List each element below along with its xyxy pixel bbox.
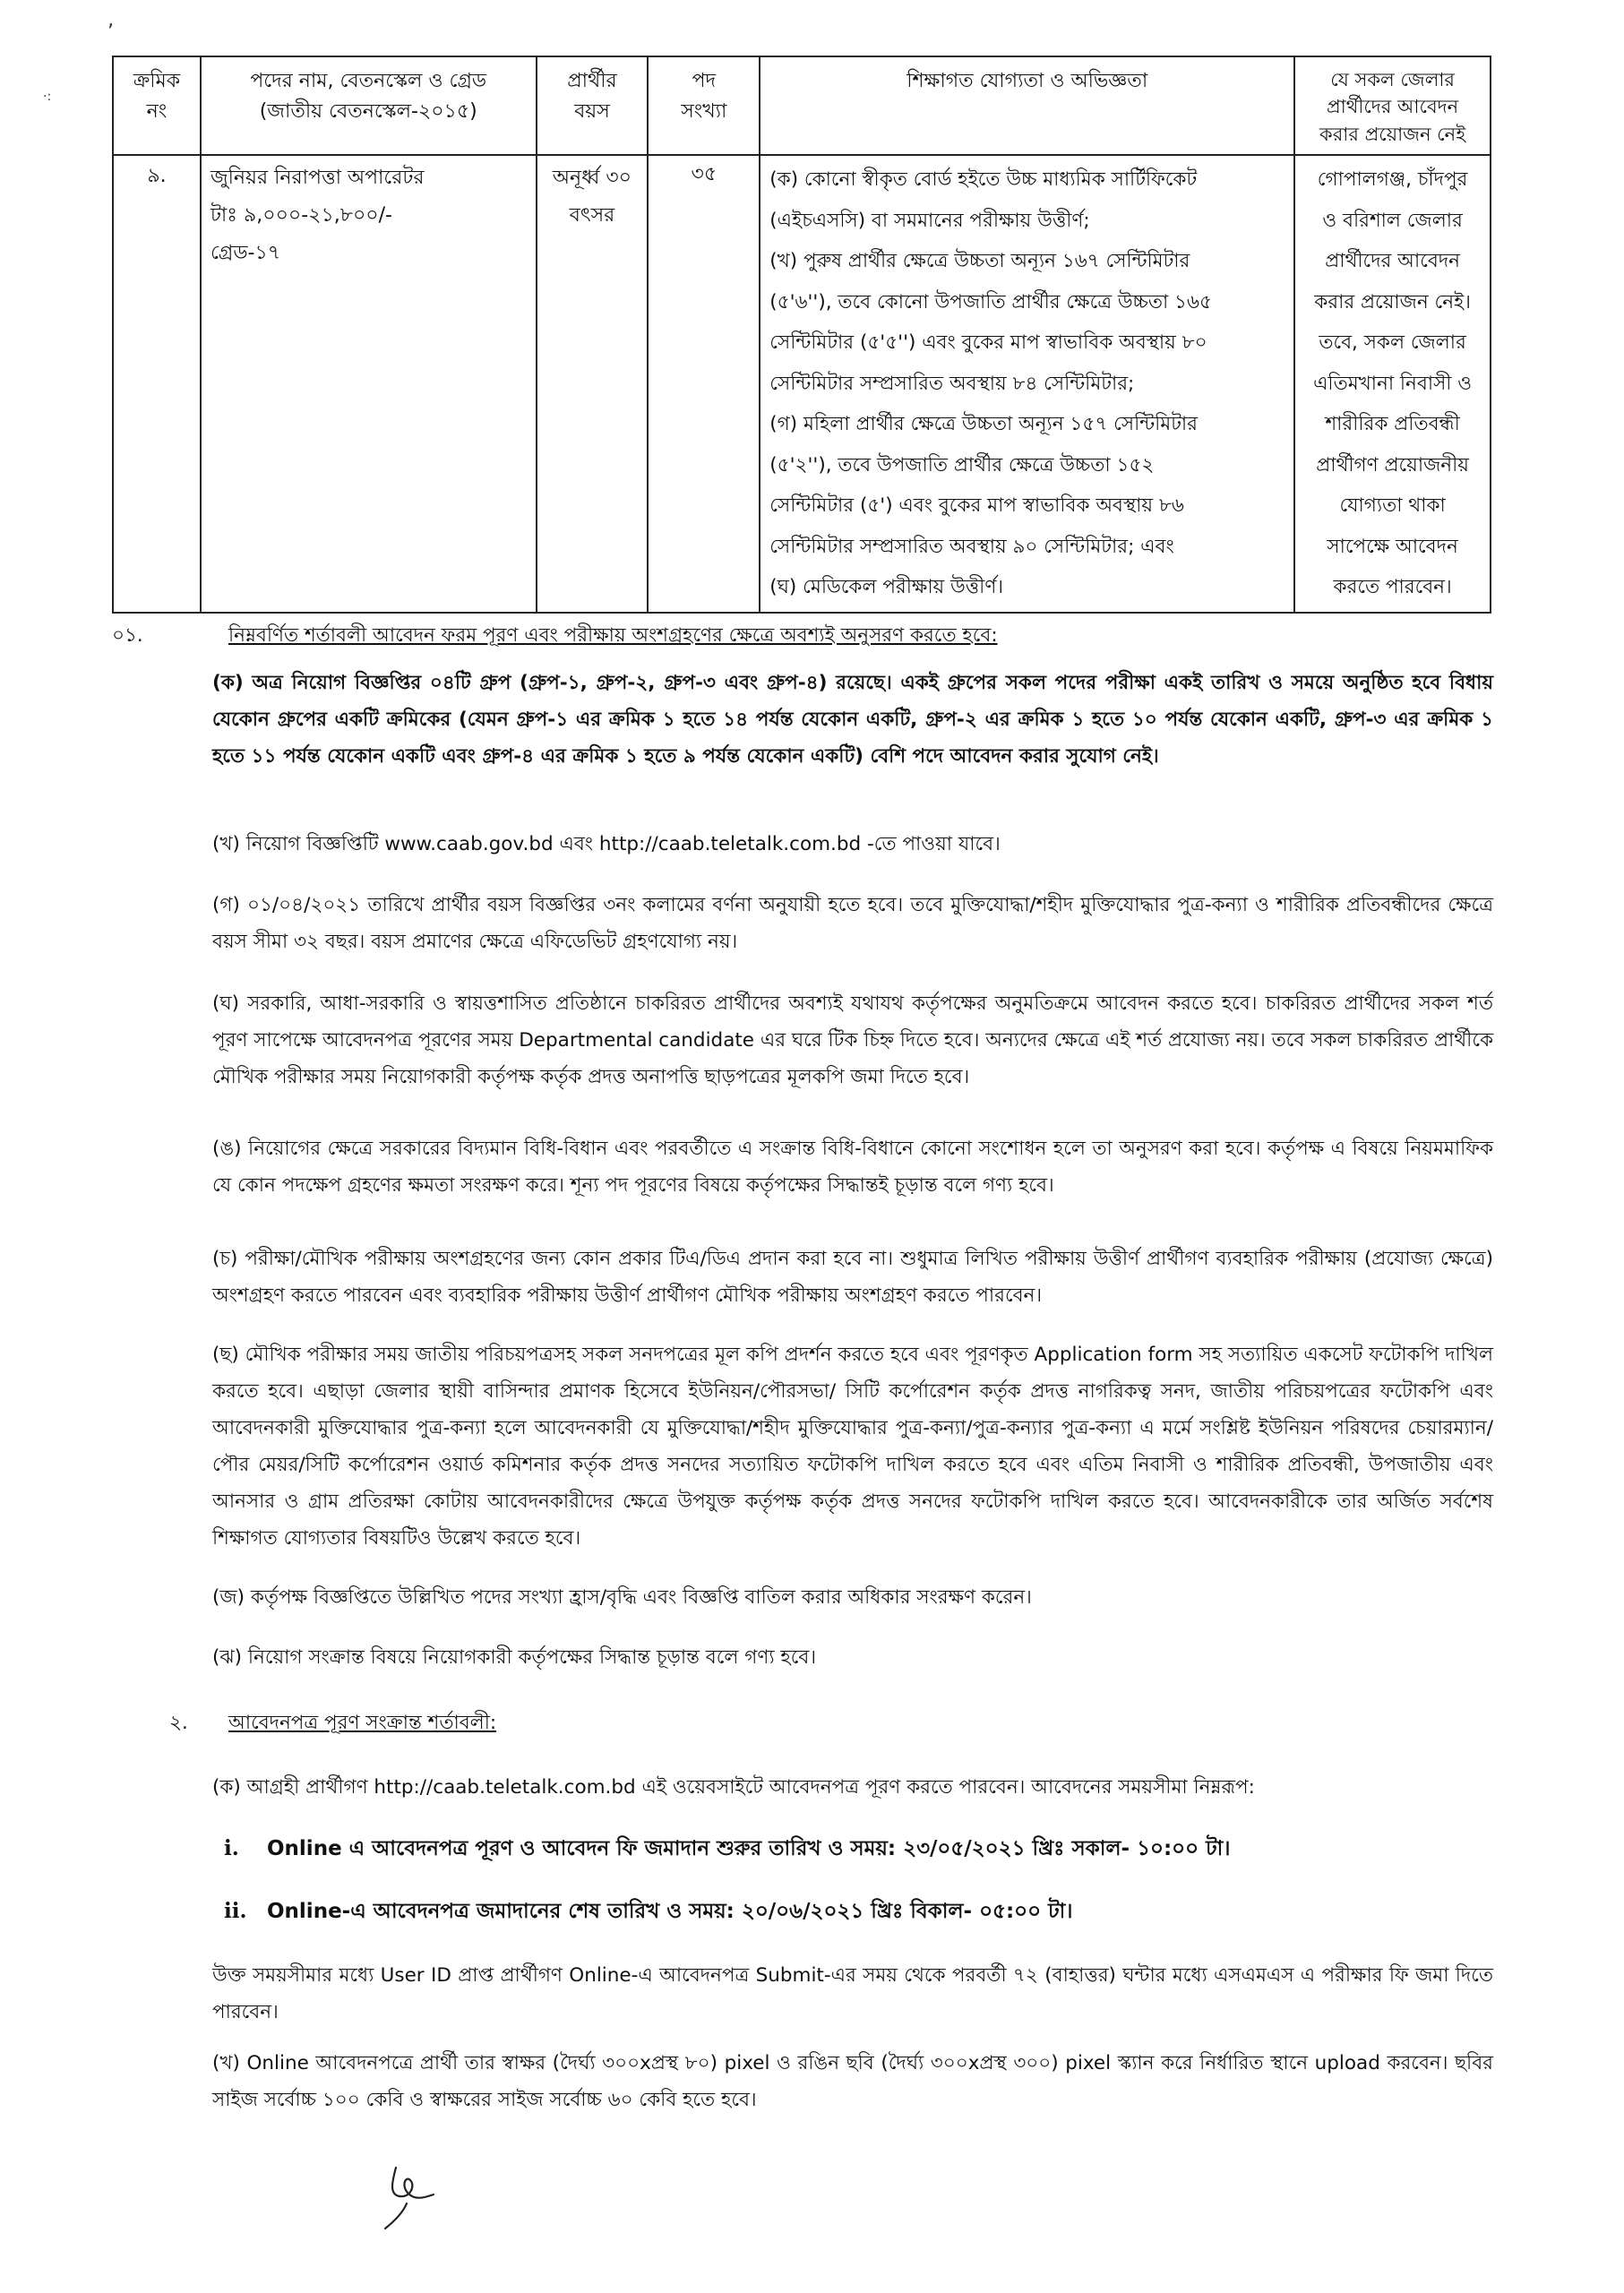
- cell-count: ৩৫: [648, 155, 760, 613]
- posts-table: [112, 56, 1491, 614]
- signature: [376, 2150, 466, 2230]
- margin-mark: ·:: [43, 90, 52, 104]
- cell-post: জুনিয়র নিরাপত্তা অপারেটর টাঃ ৯,০০০-২১,৮০০/- গ্রেড-১৭: [201, 155, 537, 613]
- section-heading: আবেদনপত্র পূরণ সংক্রান্ত শর্তাবলী:: [228, 1712, 497, 1734]
- schedule-item: ii. Online-এ আবেদনপত্র জমাদানের শেষ তারিখ ও সময়: ২০/০৬/২০২১ খ্রিঃ বিকাল- ০৫:০০ টা।: [224, 1899, 1073, 1923]
- clause-cha: (চ) পরীক্ষা/মৌখিক পরীক্ষায় অংশগ্রহণের জন্য কোন প্রকার টিএ/ডিএ প্রদান করা হবে না। শুধুমাত্র লিখিত পরীক্ষায় উত্তীর্ণ প্রার্থীগণ ব্যবহারিক পরীক্ষায় (প্রযোজ্য ক্ষেত্রে) অংশগ্রহণ করতে পারবেন এবং ব্যবহারিক পরীক্ষায় উত্তীর্ণ প্রার্থীগণ মৌখিক পরীক্ষায় অংশগ্রহণ করতে পারবেন।: [212, 1248, 1493, 1307]
- clause-kha: (খ) নিয়োগ বিজ্ঞপ্তিটি www.caab.gov.bd এবং http://caab.teletalk.com.bd -তে পাওয়া যাবে।: [212, 833, 1001, 855]
- table-header-row: [113, 56, 1491, 155]
- cell-serial: ৯.: [113, 155, 201, 613]
- section-number: ২.: [169, 1712, 188, 1734]
- header-qualification: শিক্ষাগত যোগ্যতা ও অভিজ্ঞতা: [760, 56, 1294, 155]
- cell-districts: গোপালগঞ্জ, চাঁদপুর ও বরিশাল জেলার প্রার্থীদের আবেদন করার প্রয়োজন নেই। তবে, সকল জেলার এতিমখানা নিবাসী ও শারীরিক প্রতিবন্ধী প্রার্থীগণ প্রয়োজনীয় যোগ্যতা থাকা সাপেক্ষে আবেদন করতে পারবেন।: [1294, 155, 1491, 613]
- schedule-item: i. Online এ আবেদনপত্র পূরণ ও আবেদন ফি জমাদান শুরুর তারিখ ও সময়: ২৩/০৫/২০২১ খ্রিঃ সকাল- ১০:০০ টা।: [224, 1836, 1231, 1860]
- header-age: প্রার্থীর বয়স: [537, 56, 649, 155]
- header-count: পদ সংখ্যা: [648, 56, 760, 155]
- clause-gha: (ঘ) সরকারি, আধা-সরকারি ও স্বায়ত্তশাসিত প্রতিষ্ঠানে চাকরিরত প্রার্থীদের অবশ্যই যথাযথ কর্তৃপক্ষের অনুমতিক্রমে আবেদন করতে হবে। চাকরিরত প্রার্থীদের সকল শর্ত পূরণ সাপেক্ষে আবেদনপত্র পূরণের সময় Departmental candidate এর ঘরে টিক চিহ্ন দিতে হবে। অন্যদের ক্ষেত্রে এই শর্ত প্রযোজ্য নয়। তবে সকল চাকরিরত প্রার্থীকে মৌখিক পরীক্ষার সময় নিয়োগকারী কর্তৃপক্ষ কর্তৃক প্রদত্ত অনাপত্তি ছাড়পত্রের মূলকপি জমা দিতে হবে।: [212, 992, 1493, 1088]
- header-districts: যে সকল জেলার প্রার্থীদের আবেদন করার প্রয়োজন নেই: [1294, 56, 1491, 155]
- fee-note: উক্ত সময়সীমার মধ্যে User ID প্রাপ্ত প্রার্থীগণ Online-এ আবেদনপত্র Submit-এর সময় থেকে পরবর্তী ৭২ (বাহাত্তর) ঘন্টার মধ্যে এসএমএস এ পরীক্ষার ফি জমা দিতে পারবেন।: [212, 1964, 1493, 2023]
- clause-2-ka: (ক) আগ্রহী প্রার্থীগণ http://caab.teletalk.com.bd এই ওয়েবসাইটে আবেদনপত্র পূরণ করতে পারবেন। আবেদনের সময়সীমা নিম্নরূপ:: [212, 1776, 1255, 1799]
- section-heading: নিম্নবর্ণিত শর্তাবলী আবেদন ফরম পূরণ এবং পরীক্ষায় অংশগ্রহণের ক্ষেত্রে অবশ্যই অনুসরণ করতে হবে:: [228, 624, 998, 647]
- cell-qualification: (ক) কোনো স্বীকৃত বোর্ড হইতে উচ্চ মাধ্যমিক সার্টিফিকেট (এইচএসসি) বা সমমানের পরীক্ষায় উত্তীর্ণ; (খ) পুরুষ প্রার্থীর ক্ষেত্রে উচ্চতা অন্যূন ১৬৭ সেন্টিমিটার (৫'৬''), তবে কোনো উপজাতি প্রার্থীর ক্ষেত্রে উচ্চতা ১৬৫ সেন্টিমিটার (৫'৫'') এবং বুকের মাপ স্বাভাবিক অবস্থায় ৮০ সেন্টিমিটার সম্প্রসারিত অবস্থায় ৮৪ সেন্টিমিটার; (গ) মহিলা প্রার্থীর ক্ষেত্রে উচ্চতা অন্যূন ১৫৭ সেন্টিমিটার (৫'২''), তবে উপজাতি প্রার্থীর ক্ষেত্রে উচ্চতা ১৫২ সেন্টিমিটার (৫') এবং বুকের মাপ স্বাভাবিক অবস্থায় ৮৬ সেন্টিমিটার সম্প্রসারিত অবস্থায় ৯০ সেন্টিমিটার; এবং (ঘ) মেডিকেল পরীক্ষায় উত্তীর্ণ।: [760, 155, 1294, 613]
- clause-ka: (ক) অত্র নিয়োগ বিজ্ঞপ্তির ০৪টি গ্রুপ (গ্রুপ-১, গ্রুপ-২, গ্রুপ-৩ এবং গ্রুপ-৪) রয়েছে। একই গ্রুপের সকল পদের পরীক্ষা একই তারিখ ও সময়ে অনুষ্ঠিত হবে বিধায় যেকোন গ্রুপের একটি ক্রমিকের (যেমন গ্রুপ-১ এর ক্রমিক ১ হতে ১৪ পর্যন্ত যেকোন একটি, গ্রুপ-২ এর ক্রমিক ১ হতে ১০ পর্যন্ত যেকোন একটি, গ্রুপ-৩ এর ক্রমিক ১ হতে ১১ পর্যন্ত যেকোন একটি এবং গ্রুপ-৪ এর ক্রমিক ১ হতে ৯ পর্যন্ত যেকোন একটি) বেশি পদে আবেদন করার সুযোগ নেই।: [212, 672, 1493, 768]
- clause-2-kha: (খ) Online আবেদনপত্রে প্রার্থী তার স্বাক্ষর (দৈর্ঘ্য ৩০০xপ্রস্থ ৮০) pixel ও রঙিন ছবি (দৈর্ঘ্য ৩০০xপ্রস্থ ৩০০) pixel স্ক্যান করে নির্ধারিত স্থানে upload করবেন। ছবির সাইজ সর্বোচ্চ ১০০ কেবি ও স্বাক্ষরের সাইজ সর্বোচ্চ ৬০ কেবি হতে হবে।: [212, 2052, 1493, 2111]
- header-serial: ক্রমিক নং: [113, 56, 201, 155]
- clause-chha: (ছ) মৌখিক পরীক্ষার সময় জাতীয় পরিচয়পত্রসহ সকল সনদপত্রের মূল কপি প্রদর্শন করতে হবে এবং পূরণকৃত Application form সহ সত্যায়িত একসেট ফটোকপি দাখিল করতে হবে। এছাড়া জেলার স্থায়ী বাসিন্দার প্রমাণক হিসেবে ইউনিয়ন/পৌরসভা/ সিটি কর্পোরেশন কর্তৃক প্রদত্ত নাগরিকত্ব সনদ, জাতীয় পরিচয়পত্রের ফটোকপি এবং আবেদনকারী মুক্তিযোদ্ধার পুত্র-কন্যা হলে আবেদনকারী যে মুক্তিযোদ্ধা/শহীদ মুক্তিযোদ্ধার পুত্র-কন্যা/পুত্র-কন্যার পুত্র-কন্যা এ মর্মে সংশ্লিষ্ট ইউনিয়ন পরিষদের চেয়ারম্যান/পৌর মেয়র/সিটি কর্পোরেশন ওয়ার্ড কমিশনার কর্তৃক প্রদত্ত সনদের সত্যায়িত ফটোকপি দাখিল করতে হবে এবং এতিম নিবাসী ও শারীরিক প্রতিবন্ধী, উপজাতীয় এবং আনসার ও গ্রাম প্রতিরক্ষা কোটায় আবেদনকারীদের ক্ষেত্রে উপযুক্ত কর্তৃপক্ষ কর্তৃক প্রদত্ত সনদের ফটোকপি দাখিল করতে হবে। আবেদনকারীকে তার অর্জিত সর্বশেষ শিক্ষাগত যোগ্যতার বিষয়টিও উল্লেখ করতে হবে।: [212, 1344, 1493, 1550]
- section-number: ০১.: [112, 624, 143, 647]
- clause-umo: (ঙ) নিয়োগের ক্ষেত্রে সরকারের বিদ্যমান বিধি-বিধান এবং পরবর্তীতে এ সংক্রান্ত বিধি-বিধানে কোনো সংশোধন হলে তা অনুসরণ করা হবে। কর্তৃপক্ষ এ বিষয়ে নিয়মমাফিক যে কোন পদক্ষেপ গ্রহণের ক্ষমতা সংরক্ষণ করে। শূন্য পদ পূরণের বিষয়ে কর্তৃপক্ষের সিদ্ধান্তই চূড়ান্ত বলে গণ্য হবে।: [212, 1138, 1493, 1197]
- margin-mark: ‚: [107, 9, 114, 31]
- clause-jha: (ঝ) নিয়োগ সংক্রান্ত বিষয়ে নিয়োগকারী কর্তৃপক্ষের সিদ্ধান্ত চূড়ান্ত বলে গণ্য হবে।: [212, 1646, 817, 1669]
- table-row: [113, 155, 1491, 613]
- cell-age: অনূর্ধ্ব ৩০ বৎসর: [537, 155, 649, 613]
- header-post: পদের নাম, বেতনস্কেল ও গ্রেড (জাতীয় বেতনস্কেল-২০১৫): [201, 56, 537, 155]
- clause-ga: (গ) ০১/০৪/২০২১ তারিখে প্রার্থীর বয়স বিজ্ঞপ্তির ৩নং কলামের বর্ণনা অনুযায়ী হতে হবে। তবে মুক্তিযোদ্ধা/শহীদ মুক্তিযোদ্ধার পুত্র-কন্যা ও শারীরিক প্রতিবন্ধীদের ক্ষেত্রে বয়স সীমা ৩২ বছর। বয়স প্রমাণের ক্ষেত্রে এফিডেভিট গ্রহণযোগ্য নয়।: [212, 894, 1493, 953]
- clause-ja: (জ) কর্তৃপক্ষ বিজ্ঞপ্তিতে উল্লিখিত পদের সংখ্যা হ্রাস/বৃদ্ধি এবং বিজ্ঞপ্তি বাতিল করার অধিকার সংরক্ষণ করেন।: [212, 1586, 1032, 1609]
